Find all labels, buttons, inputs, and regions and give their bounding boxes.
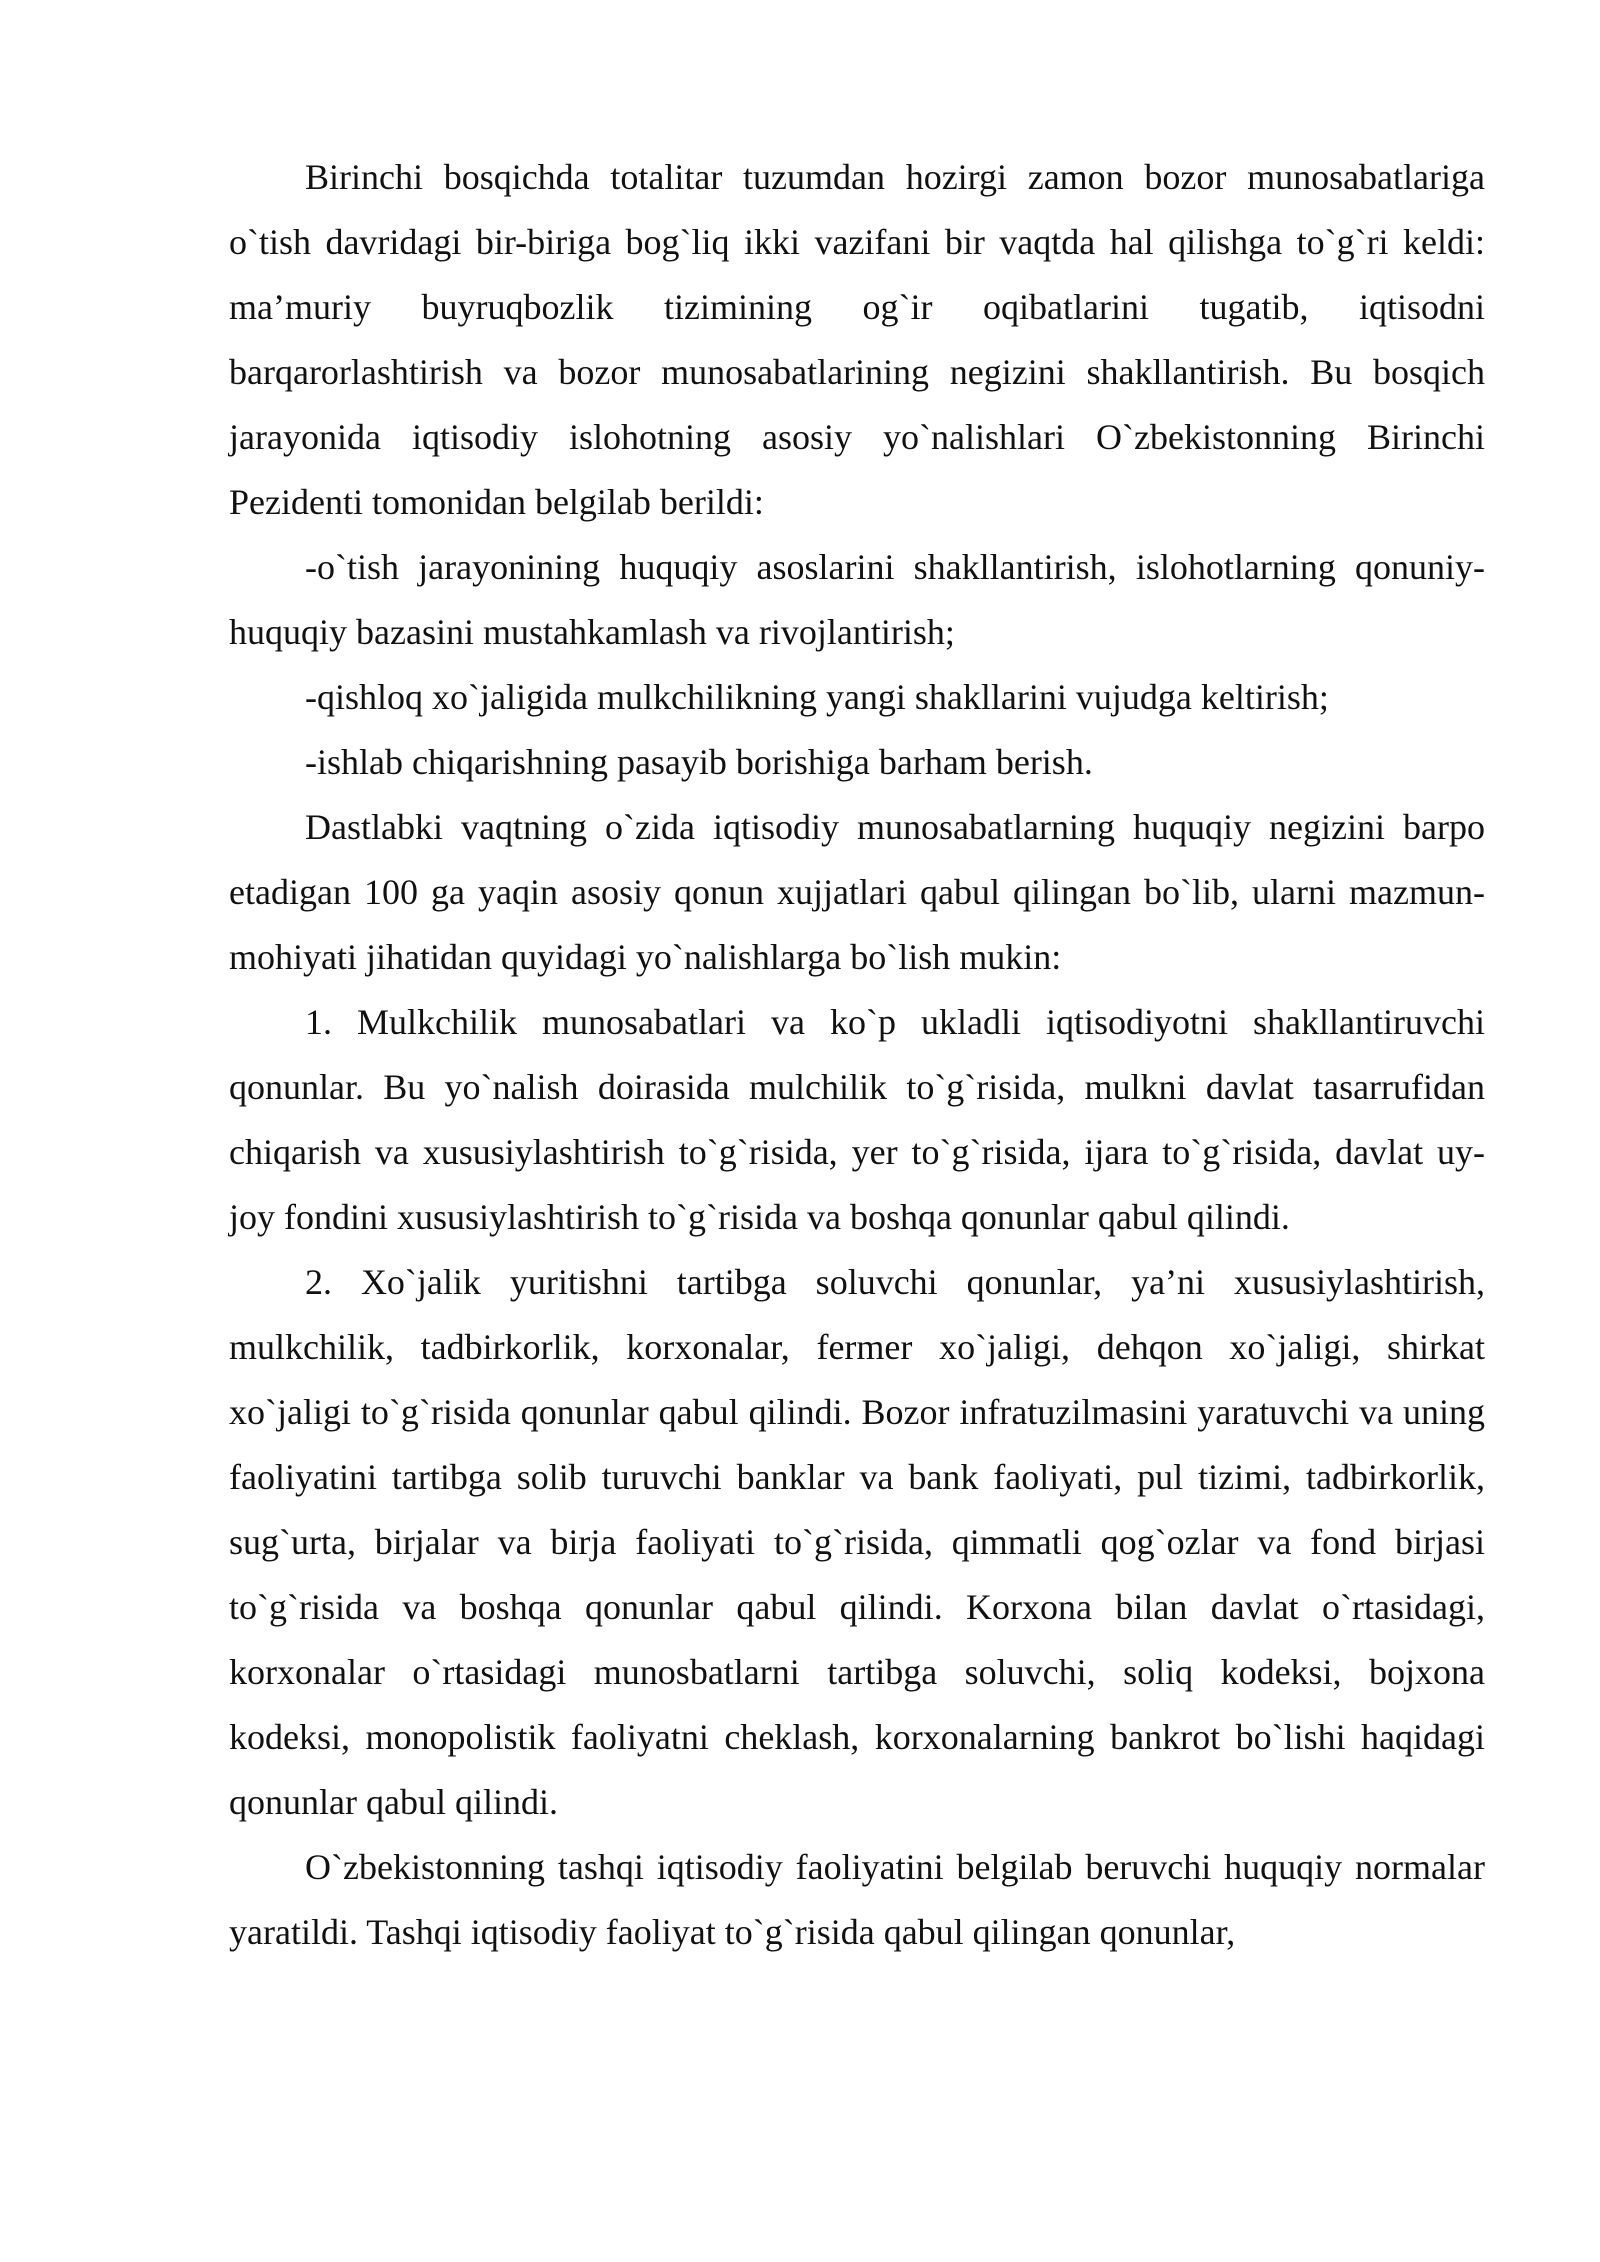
numbered-item-ownership-laws: 1. Mulkchilik munosabatlari va ko`p ukladli iqtisodiyotni shakllantiruvchi qonunlar. Bu yo`nalish doirasida mulchilik to`g`risida, mulkni davlat tasarrufidan chiqarish va xususiylashtirish to`g`risida, yer to`g`risida, ijara to`g`risida, davlat uy-joy fondini xususiylashtirish to`g`risida va boshqa qonunlar qabul qilindi.: [229, 1002, 1485, 1237]
list-item-legal-basis: -o`tish jarayonining huquqiy asoslarini shakllantirish, islohotlarning qonuniy-huquqiy bazasini mustahkamlash va rivojlantirish;: [229, 547, 1485, 652]
paragraph-intro: Birinchi bosqichda totalitar tuzumdan hozirgi zamon bozor munosabatlariga o`tish davridagi bir-biriga bog`liq ikki vazifani bir vaqtda hal qilishga to`g`ri keldi: ma’muriy buyruqbozlik tizimining og`ir oqibatlarini tugatib, iqtisodni barqarorlashtirish va bozor munosabatlarining negizini shakllantirish. Bu bosqich jarayonida iqtisodiy islohotning asosiy yo`nalishlari O`zbekistonning Birinchi Pezidenti tomonidan belgilab berildi:: [229, 157, 1485, 522]
list-item-production: -ishlab chiqarishning pasayib borishiga barham berish.: [305, 742, 1093, 782]
list-item-agriculture: -qishloq xo`jaligida mulkchilikning yangi shakllarini vujudga keltirish;: [305, 677, 1329, 717]
numbered-item-economic-laws: 2. Xo`jalik yuritishni tartibga soluvchi qonunlar, ya’ni xususiylashtirish, mulkchilik, tadbirkorlik, korxonalar, fermer xo`jaligi, dehqon xo`jaligi, shirkat xo`jaligi to`g`risida qonunlar qabul qilindi. Bozor infratuzilmasini yaratuvchi va uning faoliyatini tartibga solib turuvchi banklar va bank faoliyati, pul tizimi, tadbirkorlik, sug`urta, birjalar va birja faoliyati to`g`risida, qimmatli qog`ozlar va fond birjasi to`g`risida va boshqa qonunlar qabul qilindi. Korxona bilan davlat o`rtasidagi, korxonalar o`rtasidagi munosbatlarni tartibga soluvchi, soliq kodeksi, bojxona kodeksi, monopolistik faoliyatni cheklash, korxonalarning bankrot bo`lishi haqidagi qonunlar qabul qilindi.: [229, 1262, 1485, 1822]
document-body: [229, 145, 1485, 1965]
paragraph-foreign-activity: O`zbekistonning tashqi iqtisodiy faoliyatini belgilab beruvchi huquqiy normalar yaratildi. Tashqi iqtisodiy faoliyat to`g`risida qabul qilingan qonunlar,: [229, 1847, 1485, 1952]
paragraph-laws-overview: Dastlabki vaqtning o`zida iqtisodiy munosabatlarning huquqiy negizini barpo etadigan 100 ga yaqin asosiy qonun xujjatlari qabul qilingan bo`lib, ularni mazmun-mohiyati jihatidan quyidagi yo`nalishlarga bo`lish mukin:: [229, 807, 1485, 977]
